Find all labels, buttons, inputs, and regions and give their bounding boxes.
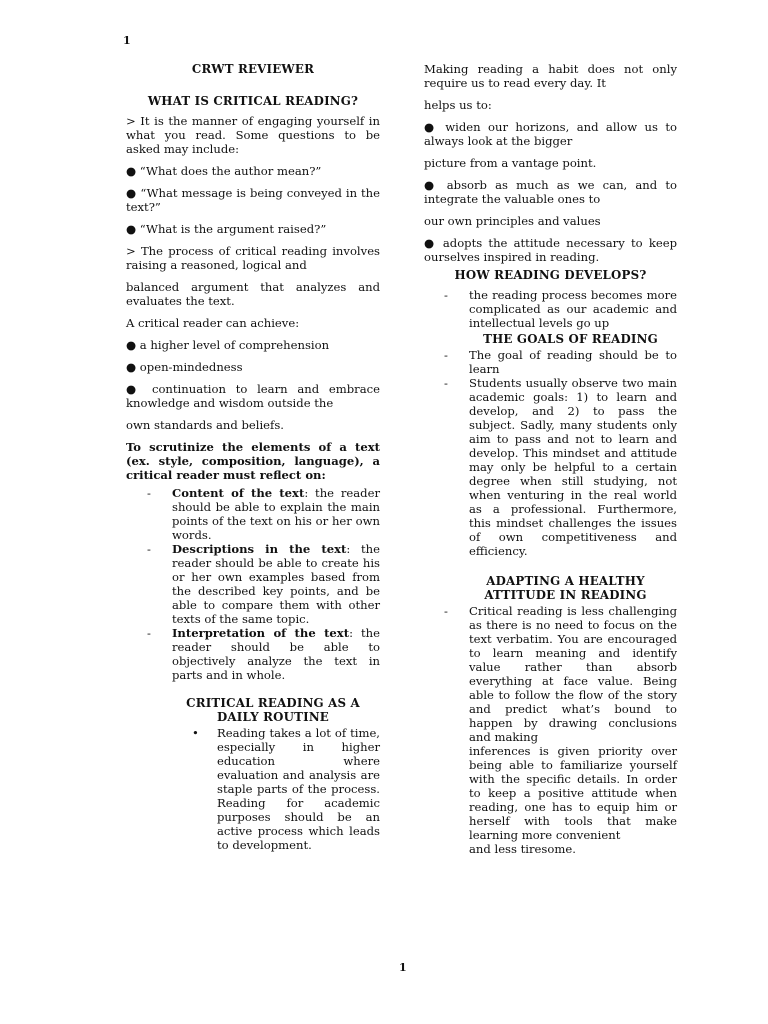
question-item: ● “What is the argument raised?”	[126, 222, 327, 236]
goal-text: Students usually observe two main academic goals: 1) to learn and develop, and 2) to pass the subject. Sadly, many students only aim to pass and not to learn and develop. This mindset and attitude may only be helpful to a certain degree when still studying, not when venturing in the real world as a professional. Furthermore, this mindset challenges the issues of own competitiveness and efficiency.	[469, 376, 677, 558]
paragraph: > The process of critical reading involves raising a reasoned, logical and	[126, 244, 380, 272]
page-number-top: 1	[123, 34, 131, 47]
left-column	[126, 62, 380, 852]
heading-healthy-attitude: ADAPTING A HEALTHY ATTITUDE IN READING	[484, 574, 647, 602]
paragraph: A critical reader can achieve:	[126, 316, 300, 330]
list-item: - The goal of reading should be to learn	[444, 348, 677, 376]
attitude-list	[444, 604, 677, 856]
elements-list	[147, 486, 380, 682]
develops-text: the reading process becomes more complicated as our academic and intellectual levels go up	[469, 288, 677, 330]
list-item: - Students usually observe two main academic goals: 1) to learn and develop, and 2) to pass the subject. Sadly, many students only aim to pass and not to learn and develop. This mindset and attitude may only be helpful to a certain degree when still studying, not when venturing in the real world as a professional. Furthermore, this mindset challenges the issues of own competitiveness and efficiency.	[444, 376, 677, 558]
paragraph: helps us to:	[424, 98, 492, 112]
list-item: - Critical reading is less challenging as there is no need to focus on the text verbatim. You are encouraged to learn meaning and identify value rather than absorb everything at face value. Being able to follow the flow of the story and predict what’s bound to happen by drawing conclusions and making inferences is given priority over being able to familiarize yourself with the specific details. In order to keep a positive attitude when reading, one has to equip him or herself with tools that make learning more convenient and less tiresome.	[444, 604, 677, 856]
develops-list	[444, 288, 677, 330]
routine-text: Reading takes a lot of time, especially in higher education where evaluation and analysis are staple parts of the process. Reading for academic purposes should be an active process which leads to development.	[217, 726, 380, 852]
achieve-item: ● open-mindedness	[126, 360, 243, 374]
paragraph: > It is the manner of engaging yourself in what you read. Some questions to be asked may include:	[126, 114, 380, 156]
goal-text: The goal of reading should be to learn	[469, 348, 677, 376]
habit-item: ● absorb as much as we can, and to integrate the valuable ones to	[424, 178, 677, 206]
list-item: - the reading process becomes more complicated as our academic and intellectual levels go up	[444, 288, 677, 330]
habit-item: ● widen our horizons, and allow us to always look at the bigger	[424, 120, 677, 148]
question-item: ● “What message is being conveyed in the text?”	[126, 186, 380, 214]
element-text: : the reader should be able to objectively analyze the text in parts and in whole.	[172, 626, 380, 682]
attitude-text: and less tiresome.	[469, 842, 576, 856]
paragraph: own standards and beliefs.	[126, 418, 284, 432]
achieve-item: ● continuation to learn and embrace knowledge and wisdom outside the	[126, 382, 380, 410]
document-title: CRWT REVIEWER	[191, 62, 315, 76]
paragraph: picture from a vantage point.	[424, 156, 597, 170]
element-text: : the reader should be able to create his or her own examples based from the described key points, and be able to compare them with other texts of the same topic.	[172, 542, 380, 626]
list-item: • Reading takes a lot of time, especially in higher education where evaluation and analysis are staple parts of the process. Reading for academic purposes should be an active process which leads to development.	[192, 726, 380, 852]
right-column	[424, 62, 677, 858]
heading-how-reading-develops: HOW READING DEVELOPS?	[454, 268, 647, 282]
heading-goals-of-reading: THE GOALS OF READING	[483, 332, 658, 346]
heading-daily-routine: CRITICAL READING AS A DAILY ROUTINE	[186, 696, 360, 724]
attitude-text: inferences is given priority over being able to familiarize yourself with the specific details. In order to keep a positive attitude when reading, one has to equip him or herself with tools that make learning more convenient	[469, 744, 677, 842]
routine-list	[192, 726, 380, 852]
heading-what-is-critical-reading: WHAT IS CRITICAL READING?	[147, 94, 359, 108]
paragraph: balanced argument that analyzes and evaluates the text.	[126, 280, 380, 308]
element-label: Descriptions in the text	[172, 542, 347, 556]
page-number-bottom: 1	[399, 961, 407, 974]
element-text: : the reader should be able to explain the main points of the text on his or her own words.	[172, 486, 380, 542]
attitude-text: Critical reading is less challenging as there is no need to focus on the text verbatim. You are encouraged to learn meaning and identify value rather than absorb everything at face value. Being able to follow the flow of the story and predict what’s bound to happen by drawing conclusions and making	[469, 604, 677, 744]
goals-list	[444, 348, 677, 558]
element-label: Content of the text	[172, 486, 305, 500]
question-item: ● “What does the author mean?”	[126, 164, 322, 178]
list-item: - Interpretation of the text: the reader should be able to objectively analyze the text in parts and in whole.	[147, 626, 380, 682]
habit-item: ● adopts the attitude necessary to keep ourselves inspired in reading.	[424, 236, 677, 264]
paragraph: our own principles and values	[424, 214, 601, 228]
list-item: - Content of the text: the reader should be able to explain the main points of the text on his or her own words.	[147, 486, 380, 542]
achieve-item: ● a higher level of comprehension	[126, 338, 330, 352]
scrutinize-paragraph: To scrutinize the elements of a text (ex. style, composition, language), a critical reader must reflect on:	[126, 440, 380, 482]
element-label: Interpretation of the text	[172, 626, 350, 640]
list-item: - Descriptions in the text: the reader should be able to create his or her own examples based from the described key points, and be able to compare them with other texts of the same topic.	[147, 542, 380, 626]
paragraph: Making reading a habit does not only require us to read every day. It	[424, 62, 677, 90]
